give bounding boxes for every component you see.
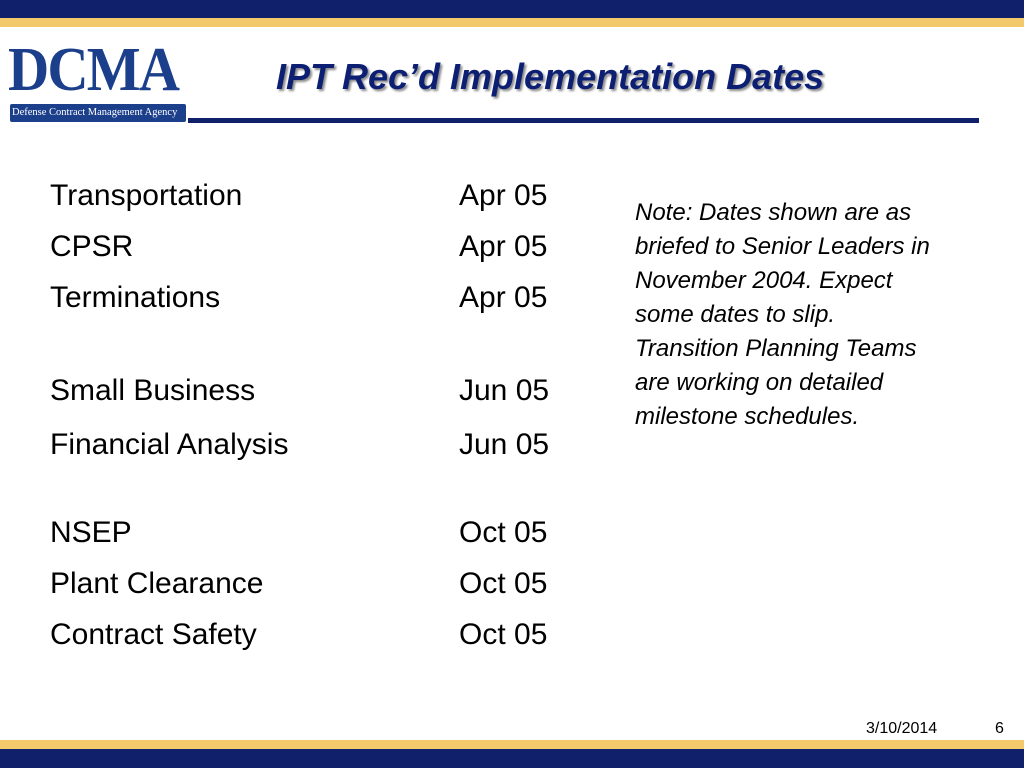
- top-gold-band: [0, 18, 1024, 27]
- dcma-logo: [8, 36, 188, 126]
- schedule-item: NSEP: [50, 516, 132, 549]
- schedule-item: Contract Safety: [50, 618, 257, 651]
- schedule-item: Terminations: [50, 281, 221, 314]
- page-number: 6: [995, 720, 1004, 737]
- schedule-date: Oct 05: [459, 567, 548, 600]
- schedule-date: Apr 05: [459, 179, 548, 212]
- footer-date: 3/10/2014: [866, 720, 938, 737]
- schedule-date: Apr 05: [459, 281, 548, 314]
- top-navy-band: [0, 0, 1024, 18]
- schedule-item: CPSR: [50, 230, 134, 263]
- note-text: Note: Dates shown are as briefed to Senior Leaders in November 2004. Expect some dates to slip. Transition Planning Teams are working on detailed milestone schedules.: [635, 199, 930, 430]
- schedule-item: Financial Analysis: [50, 428, 289, 461]
- bottom-gold-band: [0, 740, 1024, 749]
- schedule-date: Oct 05: [459, 516, 548, 549]
- logo-letters: DCMA: [8, 36, 179, 104]
- title-rule: [188, 118, 979, 123]
- schedule-item: Transportation: [50, 179, 243, 212]
- slide-title: IPT Rec’d Implementation Dates: [276, 56, 825, 97]
- schedule-date: Oct 05: [459, 618, 548, 651]
- schedule-date: Jun 05: [459, 374, 550, 407]
- bottom-navy-band: [0, 749, 1024, 768]
- logo-subtitle: Defense Contract Management Agency: [12, 107, 178, 118]
- schedule-item: Plant Clearance: [50, 567, 264, 600]
- schedule-item: Small Business: [50, 374, 256, 407]
- schedule-date: Apr 05: [459, 230, 548, 263]
- schedule-date: Jun 05: [459, 428, 550, 461]
